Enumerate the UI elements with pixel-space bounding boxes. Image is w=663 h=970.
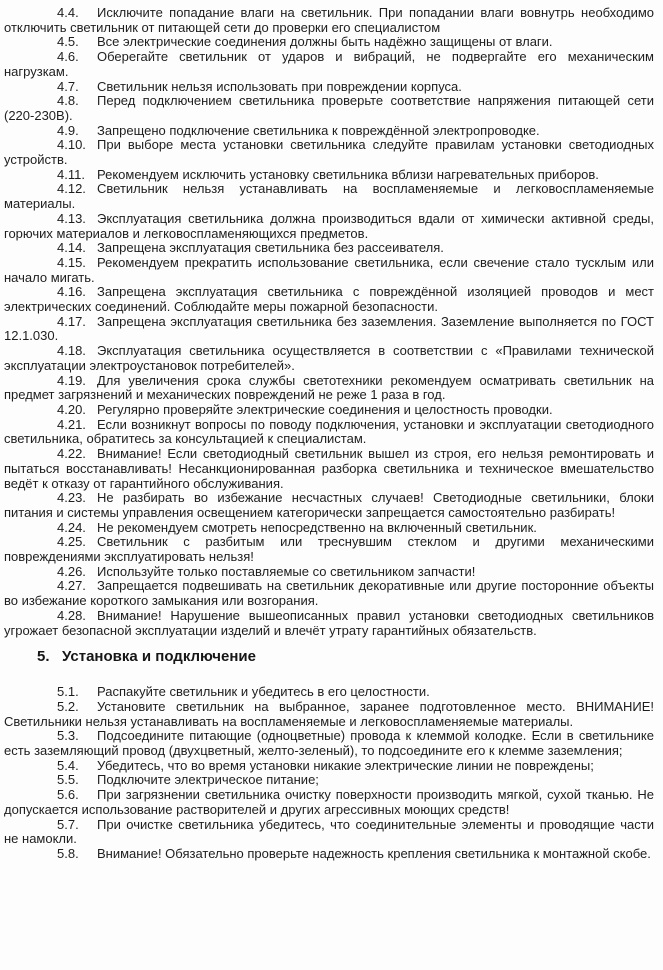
list-item bbox=[4, 759, 654, 774]
list-item bbox=[4, 535, 654, 564]
list-item bbox=[4, 403, 654, 418]
list-item bbox=[4, 685, 654, 700]
item-number: 4.11. bbox=[57, 166, 85, 182]
list-item bbox=[4, 212, 654, 241]
list-item bbox=[4, 182, 654, 211]
list-item bbox=[4, 447, 654, 491]
item-text: Распакуйте светильник и убедитесь в его целостности. bbox=[97, 684, 430, 700]
item-text: Установите светильник на выбранное, заранее подготовленное место. ВНИМАНИЕ! Светильники нельзя устанавливать на воспламеняемые и легковоспламеняемые материалы. bbox=[4, 698, 654, 729]
list-item bbox=[4, 80, 654, 95]
item-number: 5.8. bbox=[57, 845, 79, 861]
item-text: Запрещена эксплуатация светильника с повреждённой изоляцией проводов и мест электрических соединений. Соблюдайте меры пожарной безопасности. bbox=[4, 284, 654, 315]
list-item bbox=[4, 138, 654, 167]
list-item bbox=[4, 700, 654, 729]
item-number: 5.5. bbox=[57, 772, 79, 788]
item-text: Внимание! Если светодиодный светильник вышел из строя, его нельзя ремонтировать и пытаться восстанавливать! Несанкционированная разборка светильника и техническое вмешательство ведёт к отказу от гарантийного обслуживания. bbox=[4, 446, 654, 491]
item-text: Исключите попадание влаги на светильник. При попадании влаги вовнутрь необходимо отключить светильник от питающей сети до проверки его специалистом bbox=[4, 5, 654, 35]
item-text: Рекомендуем прекратить использование светильника, если свечение стало тусклым или начало мигать. bbox=[4, 254, 654, 285]
item-number: 4.21. bbox=[57, 416, 86, 432]
list-item bbox=[4, 521, 654, 536]
item-text: Светильник нельзя устанавливать на воспламеняемые и легковоспламеняемые материалы. bbox=[4, 181, 654, 212]
item-text: Регулярно проверяйте электрические соединения и целостность проводки. bbox=[97, 401, 553, 417]
list-item bbox=[4, 241, 654, 256]
item-number: 4.25. bbox=[57, 534, 86, 550]
list-item bbox=[4, 729, 654, 758]
item-text: Если возникнут вопросы по поводу подключения, установки и эксплуатации светодиодного светильника, обратитесь за консультацией к специалистам. bbox=[4, 416, 654, 447]
list-item bbox=[4, 418, 654, 447]
item-number: 4.22. bbox=[57, 446, 86, 462]
item-text: Подключите электрическое питание; bbox=[97, 772, 319, 788]
item-text: При выборе места установки светильника следуйте правилам установки светодиодных устройств. bbox=[4, 137, 654, 168]
item-number: 4.14. bbox=[57, 240, 86, 256]
item-number: 4.8. bbox=[57, 93, 79, 109]
item-text: Запрещена эксплуатация светильника без заземления. Заземление выполняется по ГОСТ 12.1.030. bbox=[4, 313, 654, 344]
item-text: При загрязнении светильника очистку поверхности производить мягкой, сухой тканью. Не допускается использование растворителей и других агрессивных моющих средств! bbox=[4, 787, 654, 817]
item-number: 4.6. bbox=[57, 49, 79, 65]
item-number: 4.12. bbox=[57, 181, 86, 197]
item-number: 4.7. bbox=[57, 78, 79, 94]
item-text: Эксплуатация светильника осуществляется в соответствии с «Правилами технической эксплуатации электроустановок потребителей». bbox=[4, 343, 654, 373]
item-number: 4.4. bbox=[57, 5, 79, 20]
item-text: Запрещена эксплуатация светильника без рассеивателя. bbox=[97, 240, 444, 256]
item-number: 4.5. bbox=[57, 34, 79, 50]
list-item bbox=[4, 256, 654, 285]
item-number: 5.3. bbox=[57, 728, 79, 744]
item-number: 4.23. bbox=[57, 490, 86, 506]
list-item bbox=[4, 609, 654, 638]
list-item bbox=[4, 565, 654, 580]
item-number: 4.24. bbox=[57, 519, 86, 535]
list-item bbox=[4, 344, 654, 373]
list-item bbox=[4, 374, 654, 403]
item-number: 5.4. bbox=[57, 757, 79, 773]
list-item bbox=[4, 773, 654, 788]
item-number: 4.10. bbox=[57, 137, 86, 153]
item-number: 4.15. bbox=[57, 254, 86, 270]
item-number: 5.2. bbox=[57, 698, 79, 714]
list-item bbox=[4, 50, 654, 79]
item-text: Все электрические соединения должны быть надёжно защищены от влаги. bbox=[97, 34, 553, 50]
item-text: При очистке светильника убедитесь, что соединительные элементы и проводящие части не намокли. bbox=[4, 816, 654, 847]
list-item bbox=[4, 491, 654, 520]
section-4-item-list bbox=[4, 6, 654, 638]
list-item bbox=[4, 847, 654, 862]
item-text: Подсоедините питающие (одноцветные) провода к клеммой колодке. Если в светильнике есть заземляющий провод (двухцветный, желто-зеленый), то подсоедините его к клемме заземления; bbox=[4, 728, 654, 759]
list-item bbox=[4, 124, 654, 139]
list-item bbox=[4, 94, 654, 123]
item-text: Перед подключением светильника проверьте соответствие напряжения питающей сети (220-230В). bbox=[4, 93, 654, 123]
item-text: Запрещено подключение светильника к повреждённой электропроводке. bbox=[97, 122, 540, 138]
item-number: 4.27. bbox=[57, 578, 86, 594]
item-text: Используйте только поставляемые со светильником запчасти! bbox=[97, 563, 476, 579]
item-text: Оберегайте светильник от ударов и вибраций, не подвергайте его механическим нагрузкам. bbox=[4, 49, 654, 79]
item-text: Для увеличения срока службы светотехники рекомендуем осматривать светильник на предмет загрязнений и механических повреждений не реже 1 раза в год. bbox=[4, 372, 654, 403]
item-text: Светильник нельзя использовать при повреждении корпуса. bbox=[97, 78, 462, 94]
section-5-title: Установка и подключение bbox=[62, 648, 256, 666]
item-number: 4.16. bbox=[57, 284, 86, 300]
list-item bbox=[4, 6, 654, 35]
item-text: Светильник с разбитым или треснувшим стеклом и другими механическими повреждениями эксплуатировать нельзя! bbox=[4, 534, 654, 565]
item-number: 5.6. bbox=[57, 787, 79, 803]
list-item bbox=[4, 579, 654, 608]
item-text: Убедитесь, что во время установки никакие электрические линии не повреждены; bbox=[97, 757, 594, 773]
list-item bbox=[4, 315, 654, 344]
item-number: 4.18. bbox=[57, 343, 86, 359]
item-number: 4.28. bbox=[57, 607, 86, 623]
item-text: Внимание! Обязательно проверьте надежность крепления светильника к монтажной скобе. bbox=[97, 845, 651, 861]
item-number: 4.19. bbox=[57, 372, 86, 388]
item-text: Эксплуатация светильника должна производиться вдали от химически активной среды, горючих материалов и легковоспламеняющихся предметов. bbox=[4, 210, 654, 241]
list-item bbox=[4, 35, 654, 50]
item-text: Не разбирать во избежание несчастных случаев! Светодиодные светильники, блоки питания и системы управления освещением категорически запрещается самостоятельно разбирать! bbox=[4, 490, 654, 520]
list-item bbox=[4, 788, 654, 817]
item-text: Рекомендуем исключить установку светильника вблизи нагревательных приборов. bbox=[97, 166, 599, 182]
list-item bbox=[4, 818, 654, 847]
item-text: Внимание! Нарушение вышеописанных правил установки светодиодных светильников угрожает безопасной эксплуатации изделий и влечёт утрату гарантийных обязательств. bbox=[4, 607, 654, 638]
item-number: 4.17. bbox=[57, 313, 86, 329]
item-text: Запрещается подвешивать на светильник декоративные или другие посторонние объекты во избежание короткого замыкания или возгорания. bbox=[4, 578, 654, 609]
item-number: 4.13. bbox=[57, 210, 86, 226]
item-number: 4.9. bbox=[57, 122, 79, 138]
item-text: Не рекомендуем смотреть непосредственно на включенный светильник. bbox=[97, 519, 537, 535]
list-item bbox=[4, 168, 654, 183]
item-number: 4.20. bbox=[57, 401, 86, 417]
item-number: 5.1. bbox=[57, 684, 79, 700]
list-item bbox=[4, 285, 654, 314]
item-number: 4.26. bbox=[57, 563, 86, 579]
section-5-item-list bbox=[4, 685, 654, 861]
item-number: 5.7. bbox=[57, 816, 79, 832]
section-5-number: 5. bbox=[37, 648, 50, 666]
section-5-heading bbox=[37, 648, 654, 666]
